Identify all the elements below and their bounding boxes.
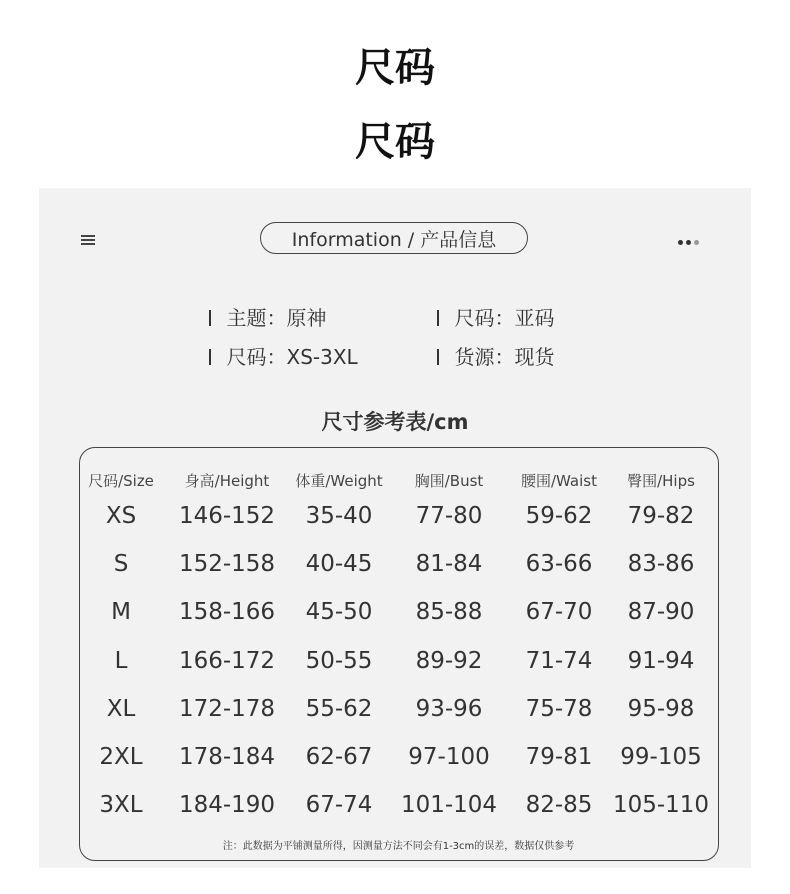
table-cell-height: 172-178 [178, 695, 276, 722]
column-header-weight: 体重/Weight [295, 472, 383, 490]
size-table [79, 447, 719, 861]
table-cell-weight: 50-55 [305, 647, 373, 674]
page-heading-secondary: 尺码 [355, 119, 435, 165]
info-theme [209, 302, 327, 331]
table-cell-waist: 79-81 [525, 744, 593, 770]
table-cell-size: 3XL [99, 792, 143, 819]
table-cell-bust: 101-104 [400, 792, 498, 819]
info-size-type [437, 302, 555, 331]
table-cell-waist: 59-62 [525, 503, 593, 529]
more-options-icon[interactable] [678, 240, 699, 245]
table-cell-weight: 55-62 [305, 695, 373, 722]
table-cell-height: 184-190 [178, 792, 276, 819]
table-cell-waist: 71-74 [525, 647, 593, 674]
table-cell-weight: 67-74 [305, 792, 373, 819]
table-cell-waist: 75-78 [525, 695, 593, 722]
measurement-note: 注：此数据为平铺测量所得，因测量方法不同会有1-3cm的误差，数据仅供参考 [222, 841, 575, 852]
table-cell-size: XS [105, 503, 137, 529]
info-size-range-text: 尺码：XS-3XL [226, 345, 358, 369]
table-cell-waist: 67-70 [525, 599, 593, 626]
column-header-hips: 臀围/Hips [627, 472, 695, 490]
table-cell-weight: 62-67 [305, 744, 373, 770]
table-cell-size: M [111, 599, 131, 626]
table-cell-hips: 87-90 [627, 599, 695, 626]
info-size-range [209, 341, 358, 370]
info-bullet [209, 349, 211, 365]
table-cell-size: S [113, 551, 129, 578]
table-cell-weight: 35-40 [305, 503, 373, 529]
info-source-text: 货源：现货 [454, 345, 555, 369]
table-cell-bust: 97-100 [408, 744, 490, 770]
table-cell-bust: 93-96 [415, 695, 483, 722]
info-bullet [437, 349, 439, 365]
column-header-bust: 胸围/Bust [414, 472, 484, 490]
table-cell-weight: 40-45 [305, 551, 373, 578]
table-cell-waist: 82-85 [525, 792, 593, 819]
table-cell-bust: 77-80 [415, 503, 483, 529]
table-cell-height: 152-158 [178, 551, 276, 578]
column-header-height: 身高/Height [184, 472, 270, 490]
table-cell-hips: 95-98 [627, 695, 695, 722]
information-pill: Information / 产品信息 [260, 222, 528, 254]
info-bullet [437, 310, 439, 326]
table-cell-size: XL [106, 695, 136, 722]
table-cell-size: 2XL [99, 744, 143, 770]
table-cell-hips: 105-110 [612, 792, 710, 819]
info-bullet [209, 310, 211, 326]
table-cell-height: 146-152 [178, 503, 276, 529]
column-header-size: 尺码/Size [88, 472, 154, 490]
table-cell-bust: 85-88 [415, 599, 483, 626]
table-cell-height: 158-166 [178, 599, 276, 626]
info-theme-text: 主题：原神 [226, 306, 327, 330]
table-cell-bust: 81-84 [415, 551, 483, 578]
size-table-title: 尺寸参考表/cm [321, 410, 469, 434]
column-header-waist: 腰围/Waist [521, 472, 597, 490]
table-cell-hips: 99-105 [620, 744, 702, 770]
table-cell-bust: 89-92 [415, 647, 483, 674]
info-size-type-text: 尺码：亚码 [454, 306, 555, 330]
page-heading: 尺码 [355, 45, 435, 91]
product-info-panel [39, 188, 751, 868]
table-cell-waist: 63-66 [525, 551, 593, 578]
table-cell-height: 178-184 [178, 744, 276, 770]
table-cell-hips: 83-86 [627, 551, 695, 578]
table-cell-weight: 45-50 [305, 599, 373, 626]
info-source [437, 341, 555, 370]
table-cell-hips: 79-82 [627, 503, 695, 529]
table-cell-size: L [114, 647, 128, 674]
table-cell-height: 166-172 [178, 647, 276, 674]
hamburger-menu-icon[interactable] [81, 235, 95, 245]
table-cell-hips: 91-94 [627, 647, 695, 674]
